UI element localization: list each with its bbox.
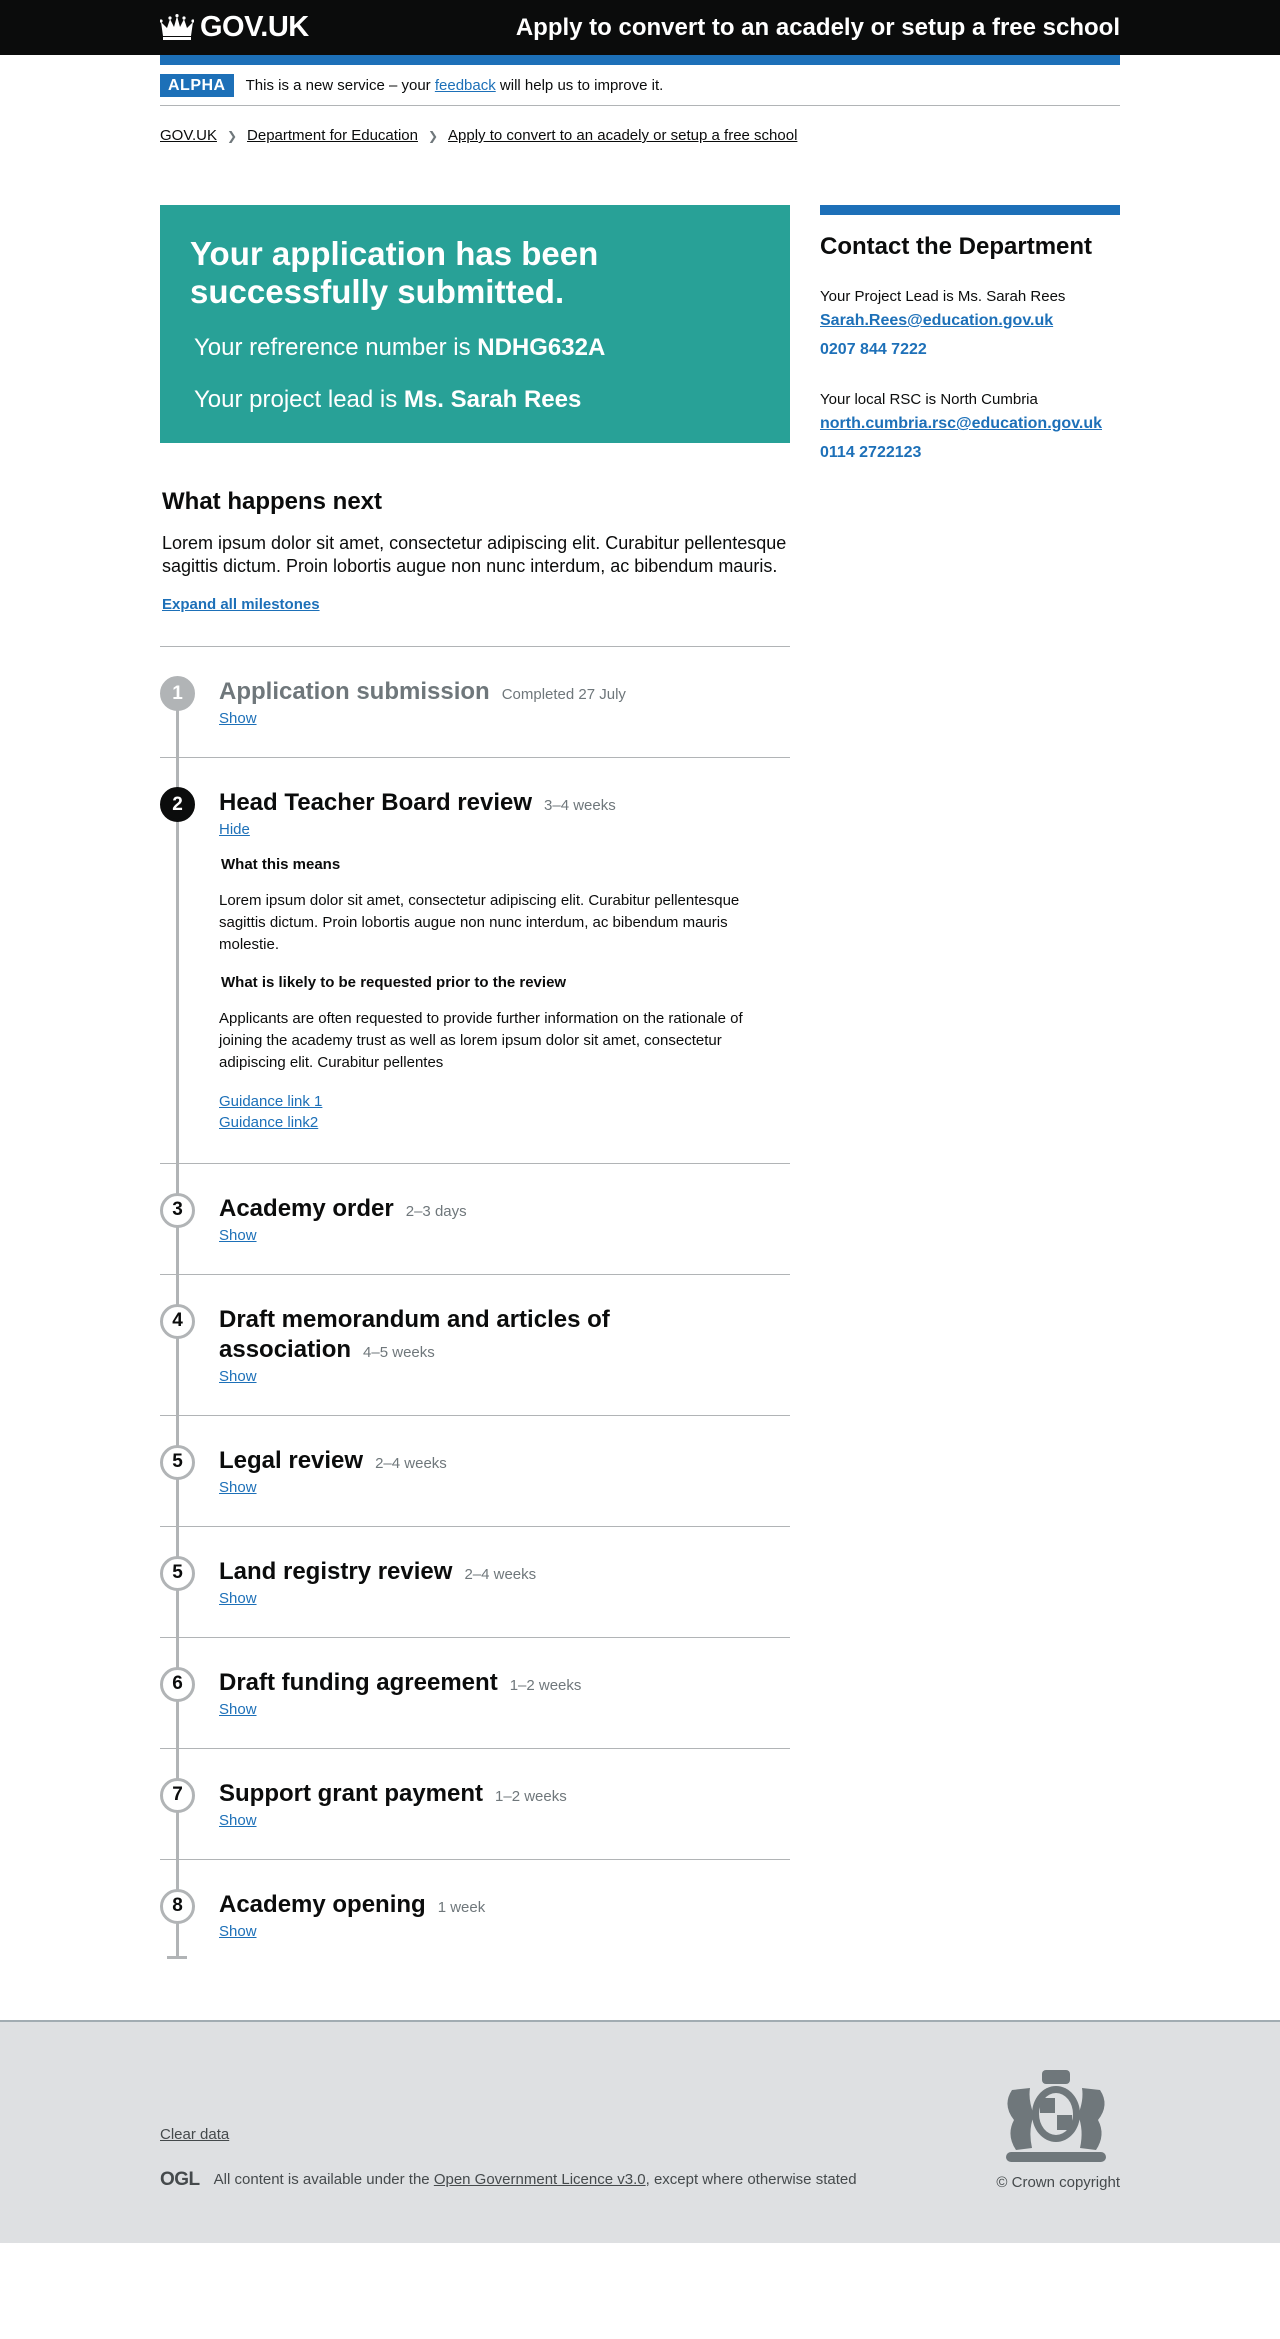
step-title[interactable] — [219, 1305, 639, 1365]
project-lead-text: Your Project Lead is Ms. Sarah Rees — [820, 288, 1066, 305]
step-6 — [160, 1526, 790, 1637]
guidance-link-2[interactable]: Guidance link2 — [219, 1113, 319, 1131]
step-title-text: Head Teacher Board review — [219, 789, 533, 816]
step-number: 6 — [160, 1667, 195, 1702]
step-toggle[interactable]: Show — [219, 1700, 257, 1718]
step-content — [219, 856, 790, 1163]
step-title-text: Draft funding agreement — [219, 1668, 498, 1696]
service-name-link[interactable]: Apply to convert to an acadely or setup a free school — [515, 13, 1120, 41]
step-meta: 1–2 weeks — [495, 1787, 567, 1805]
step-meta: 4–5 weeks — [363, 1343, 435, 1361]
licence-before: All content is available under the — [213, 2171, 434, 2188]
lead-label: Your project lead is — [194, 386, 404, 414]
step-title-text: Academy order — [219, 1194, 394, 1222]
step-title-text: Support grant payment — [219, 1779, 484, 1807]
rsc-contact — [820, 391, 1120, 462]
project-lead-phone[interactable]: 0207 844 7222 — [820, 341, 927, 358]
step-2 — [160, 757, 790, 1163]
step-1 — [160, 646, 790, 757]
step-number: 5 — [160, 1556, 195, 1591]
step-number: 3 — [160, 1193, 195, 1228]
step-meta: 2–4 weeks — [464, 1565, 537, 1583]
crown-icon — [160, 14, 194, 42]
panel-title: Your application has been successfully submitted. — [190, 235, 599, 310]
next-body: Lorem ipsum dolor sit amet, consectetur adipiscing elit. Curabitur pellentesque sagittis dictum. Proin lobortis augue non nunc interdum, ac bibendum mauris. — [162, 533, 787, 576]
phase-tag: ALPHA — [160, 74, 234, 97]
header-blue-bar — [160, 55, 1120, 65]
site-footer — [0, 2020, 1280, 2243]
step-number: 1 — [160, 676, 195, 711]
step-toggle[interactable]: Show — [219, 710, 257, 727]
site-header — [0, 0, 1280, 55]
step-7 — [160, 1637, 790, 1748]
ogl-licence-link[interactable]: Open Government Licence v3.0 — [433, 2171, 646, 2188]
step-title-text: Academy opening — [219, 1890, 426, 1918]
step-paragraph: Lorem ipsum dolor sit amet, consectetur adipiscing elit. Curabitur pellentesque sagittis dictum. Proin lobortis augue non nunc interdum, ac bibendum mauris molestie. — [219, 892, 740, 953]
step-title[interactable] — [219, 1194, 639, 1224]
sidebar-title: Contact the Department — [820, 205, 1120, 261]
step-toggle[interactable]: Hide — [219, 821, 250, 838]
breadcrumb — [160, 106, 1120, 144]
royal-coat-of-arms-icon — [992, 2060, 1120, 2166]
rsc-phone[interactable]: 0114 2722123 — [820, 444, 922, 461]
breadcrumb-service[interactable]: Apply to convert to an acadely or setup a free school — [448, 127, 798, 144]
project-lead-contact — [820, 288, 1120, 359]
step-toggle[interactable]: Show — [219, 1922, 257, 1940]
contact-sidebar — [820, 205, 1120, 1940]
licence-line — [160, 2169, 857, 2191]
step-meta: 1 week — [437, 1898, 486, 1916]
chevron-right-icon: ❯ — [226, 128, 238, 143]
step-nav-line-end — [167, 1956, 187, 1959]
lead-name: Ms. Sarah Rees — [403, 386, 582, 414]
step-title[interactable] — [219, 1890, 639, 1920]
step-title-text: Draft memorandum and articles of association — [219, 1305, 610, 1363]
step-title[interactable] — [219, 1779, 639, 1809]
phase-banner — [160, 65, 1120, 106]
step-number: 5 — [160, 1445, 195, 1480]
step-title-text: Legal review — [219, 1446, 364, 1474]
phase-text — [246, 77, 664, 94]
next-title: What happens next — [162, 488, 383, 515]
reference-number: NDHG632A — [477, 333, 606, 361]
step-title[interactable] — [219, 788, 639, 818]
step-meta: 3–4 weeks — [544, 797, 616, 814]
copyright-text: © Crown copyright — [996, 2173, 1120, 2191]
lead-line — [194, 387, 760, 413]
step-toggle[interactable]: Show — [219, 1589, 257, 1607]
phase-text-before: This is a new service – your — [245, 77, 435, 94]
licence-text — [214, 2171, 857, 2188]
clear-data-link[interactable]: Clear data — [160, 2125, 230, 2143]
step-subheading: What this means — [221, 856, 341, 873]
step-toggle[interactable]: Show — [219, 1478, 257, 1496]
step-title[interactable] — [219, 677, 639, 707]
step-meta: 2–3 days — [405, 1202, 467, 1220]
step-title[interactable] — [219, 1446, 639, 1476]
breadcrumb-dfe[interactable]: Department for Education — [247, 127, 418, 144]
step-toggle[interactable]: Show — [219, 1367, 257, 1385]
step-4 — [160, 1274, 790, 1415]
chevron-right-icon: ❯ — [427, 128, 439, 143]
ogl-logo-icon: OGL — [160, 2168, 200, 2190]
step-toggle[interactable]: Show — [219, 1811, 257, 1829]
expand-all-link[interactable]: Expand all milestones — [162, 596, 320, 613]
step-number: 4 — [160, 1304, 195, 1339]
step-meta: Completed 27 July — [501, 686, 626, 703]
step-title-text: Land registry review — [219, 1557, 453, 1585]
rsc-text: Your local RSC is North Cumbria — [820, 391, 1038, 408]
licence-after: , except where otherwise stated — [645, 2171, 857, 2188]
step-8 — [160, 1748, 790, 1859]
reference-label: Your refrerence number is — [194, 333, 478, 361]
step-title-text: Application submission — [219, 678, 490, 705]
feedback-link[interactable]: feedback — [434, 77, 496, 94]
step-number: 8 — [160, 1889, 195, 1924]
step-subheading: What is likely to be requested prior to the review — [221, 974, 567, 992]
project-lead-email[interactable]: Sarah.Rees@education.gov.uk — [820, 312, 1054, 329]
step-title[interactable] — [219, 1557, 639, 1587]
reference-line — [194, 335, 760, 361]
step-toggle[interactable]: Show — [219, 1226, 257, 1244]
step-nav — [160, 646, 790, 1940]
confirmation-panel — [160, 205, 790, 443]
step-meta: 2–4 weeks — [375, 1454, 447, 1472]
step-number: 7 — [160, 1778, 195, 1813]
govuk-logo-link[interactable] — [160, 11, 309, 44]
logo-text: GOV.UK — [200, 11, 309, 43]
step-5 — [160, 1415, 790, 1526]
rsc-email[interactable]: north.cumbria.rsc@education.gov.uk — [820, 415, 1103, 432]
step-paragraph: Applicants are often requested to provide further information on the rationale of joining the academy trust as well as lorem ipsum dolor sit amet, consectetur adipiscing elit. Curabitur pellentes — [219, 1010, 743, 1071]
breadcrumb-govuk[interactable]: GOV.UK — [160, 127, 217, 144]
step-title[interactable] — [219, 1668, 639, 1698]
step-number: 2 — [160, 787, 195, 822]
guidance-link-1[interactable]: Guidance link 1 — [219, 1092, 323, 1110]
step-3 — [160, 1163, 790, 1274]
step-meta: 1–2 weeks — [509, 1676, 582, 1694]
step-9 — [160, 1859, 790, 1940]
phase-text-after: will help us to improve it. — [495, 77, 664, 94]
